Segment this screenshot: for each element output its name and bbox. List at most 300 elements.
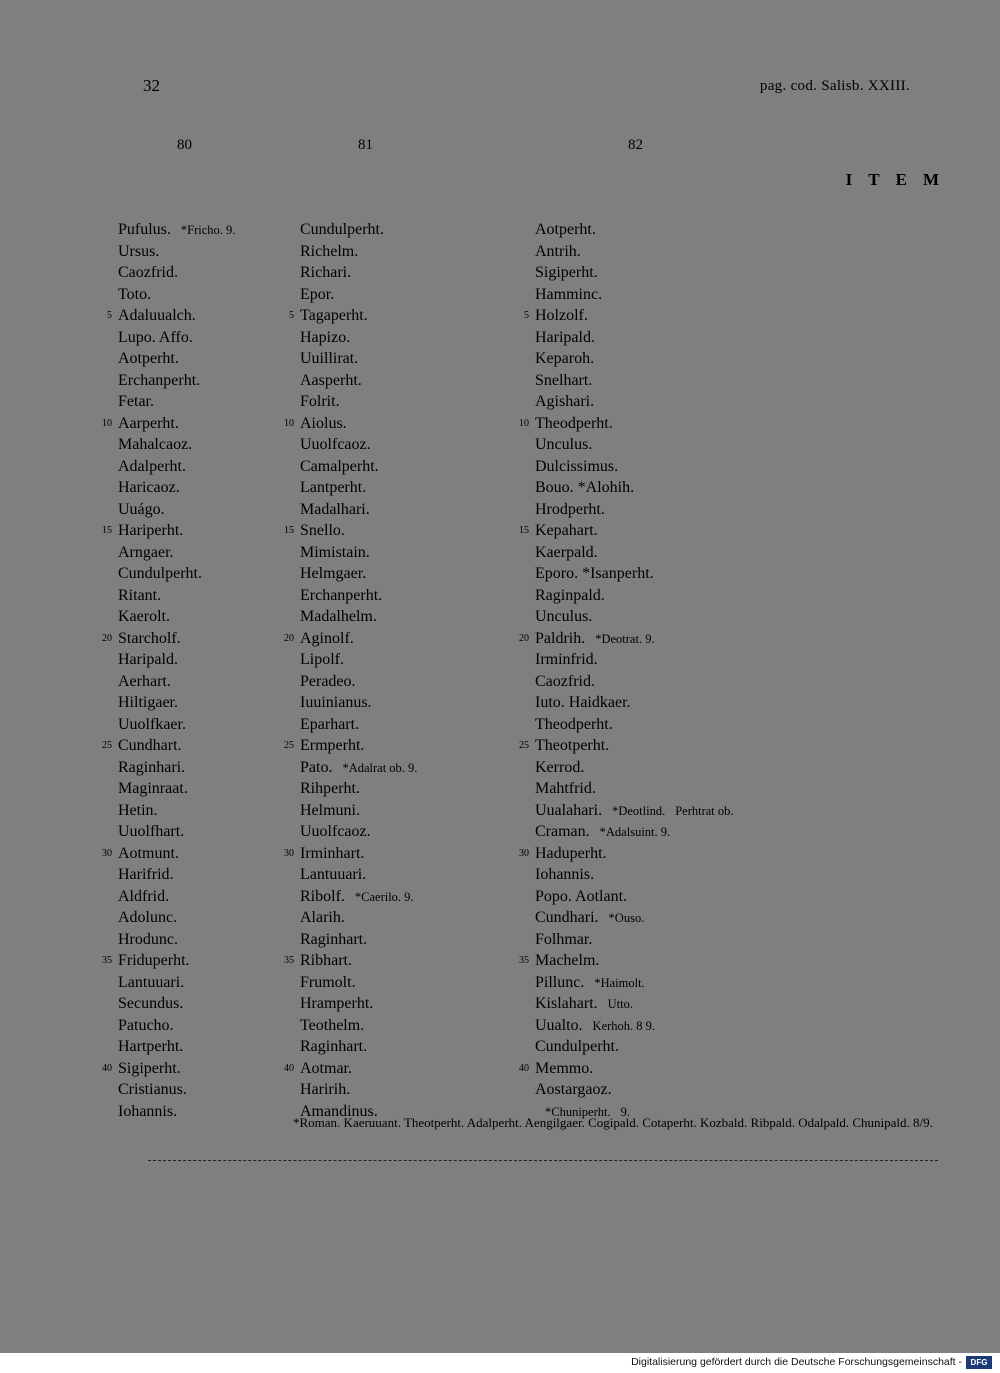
name-entry [118,800,235,822]
entry-name: Irminhart. [300,844,365,862]
name-entry [118,1015,235,1037]
entry-name: Keparoh. [535,350,595,367]
entry-name: Haduperht. [535,844,607,862]
entry-annotation: *Haimolt. [594,975,645,990]
name-entry [535,907,734,929]
name-entry [118,563,235,585]
entry-name: Paldrih. [535,629,586,647]
entry-name: Ursus. [118,242,160,260]
digitization-footer [0,1353,1000,1373]
name-entry [300,671,417,693]
line-number: 40 [284,1062,294,1074]
name-entry [300,219,417,241]
name-entry [535,499,734,521]
entry-name: Cristianus. [118,1081,187,1098]
entry-annotation: *Deotlind. [612,803,666,818]
name-entry [535,370,734,392]
line-number: 15 [284,525,294,536]
entry-annotation: Utto. [607,997,634,1011]
name-entry [284,950,417,972]
entry-name: Kerrod. [535,758,585,776]
line-number: 30 [102,847,112,859]
name-entry [535,800,734,822]
entry-name: Friduperht. [118,952,190,969]
name-entry [535,821,734,843]
name-entry [300,434,417,456]
column-number-80: 80 [177,137,192,153]
name-entry [535,585,734,607]
entry-name: Uualto. [535,1016,583,1034]
name-entry [102,1058,235,1080]
entry-name: Uuolfcaoz. [300,436,371,453]
name-entry [535,606,734,628]
name-entry [300,391,417,413]
entry-name: Unculus. [535,436,593,453]
line-number: 5 [107,310,112,321]
name-entry [118,714,235,736]
entry-name: Popo. Aotlant. [535,887,628,905]
entry-name: Hartperht. [118,1038,184,1055]
name-entry [300,499,417,521]
name-entry [118,972,235,994]
entry-name: Ribolf. [300,887,345,905]
name-entry [535,456,734,478]
entry-name: Hrodunc. [118,930,178,948]
entry-name: Eparhart. [300,715,360,733]
name-entry [300,241,417,263]
line-number: 10 [519,417,529,429]
name-entry [118,370,235,392]
line-number: 5 [524,310,529,321]
entry-name: Peradeo. [300,672,356,690]
name-entry [300,800,417,822]
name-entry [118,456,235,478]
name-entry [535,649,734,671]
entry-name: Hamminc. [535,285,603,303]
line-number: 35 [284,955,294,966]
entry-name: Uuolfkaer. [118,715,186,733]
name-entry [300,284,417,306]
name-entry [118,585,235,607]
line-number: 10 [284,417,294,429]
name-entry [300,757,417,779]
entry-annotation: *Fricho. 9. [180,223,236,237]
name-entry [535,972,734,994]
name-entry [300,972,417,994]
entry-name: Haripald. [118,651,178,668]
entry-annotation: *Chuniperht. [545,1104,611,1119]
entry-name: Uuolfhart. [118,823,185,840]
entry-name: Richelm. [300,242,359,260]
name-entry [118,327,235,349]
name-entry [102,950,235,972]
entry-name: Raginhart. [300,1038,368,1055]
entry-name: Bouo. *Alohih. [535,479,635,496]
name-entry [300,907,417,929]
name-entry [300,886,417,908]
line-number: 35 [519,955,529,966]
entry-name: Lantuuari. [300,866,367,883]
entry-name: Rihperht. [300,780,360,797]
name-entry [300,864,417,886]
name-entry [118,1101,235,1123]
entry-name: Folhmar. [535,930,593,948]
line-number: 20 [102,632,112,644]
name-entry [535,348,734,370]
entry-name: Patucho. [118,1016,174,1034]
name-entry [289,305,417,327]
entry-name: Machelm. [535,952,600,969]
entry-name: Unculus. [535,608,593,625]
entry-name: Alarih. [300,909,345,926]
entry-name: Ermperht. [300,737,365,754]
name-entry [118,1079,235,1101]
name-entry [300,993,417,1015]
entry-name: Lupo. Affo. [118,328,193,346]
name-entry [535,671,734,693]
entry-name: Iuto. Haidkaer. [535,694,631,711]
entry-annotation: *Ouso. [608,911,645,925]
name-entry [284,520,417,542]
name-entry [118,864,235,886]
entry-name: Antrih. [535,242,581,260]
entry-annotation: *Adalrat ob. 9. [342,760,418,775]
entry-name: Caozfrid. [535,672,595,690]
entry-name: Iuuinianus. [300,694,372,711]
entry-annotation: *Deotrat. 9. [595,631,655,646]
name-entry [300,692,417,714]
entry-name: Madalhari. [300,500,370,518]
name-entry [300,1015,417,1037]
name-entry [118,241,235,263]
entry-name: Craman. [535,823,590,840]
entry-name: Aotperht. [535,221,596,238]
line-number: 25 [284,740,294,751]
name-entry [284,628,417,650]
entry-name: Pufulus. [118,221,171,238]
entry-name: Camalperht. [300,457,379,475]
name-entry [535,757,734,779]
entry-name: Raginpald. [535,586,605,604]
entry-name: Aiolus. [300,414,347,432]
entry-name: Secundus. [118,995,184,1012]
name-entry [300,929,417,951]
entry-name: Aasperht. [300,371,362,389]
entry-name: Aginolf. [300,629,354,647]
entry-name: Sigiperht. [118,1059,181,1077]
name-entry [300,563,417,585]
name-entry [102,628,235,650]
bottom-rule [148,1160,938,1162]
footnote: *Roman. Kaeruuant. Theotperht. Adalperht. Aengilgaer. Cogipald. Cotaperht. Kozbald. Ribpald. Odalpald. Chunipald. 8/9. [293,1115,933,1130]
entry-name: Epor. [300,285,335,303]
entry-name: Snello. [300,522,345,539]
entry-name: Kislahart. [535,995,598,1012]
entry-name: Cundulperht. [118,565,202,582]
line-number: 25 [519,740,529,751]
entry-name: Adaluualch. [118,307,196,324]
entry-annotation: *Adalsuint. 9. [599,825,671,839]
line-number: 40 [102,1062,112,1074]
line-number: 35 [102,955,112,966]
entry-name: Helmuni. [300,801,360,819]
name-entry [118,542,235,564]
name-entry [535,327,734,349]
name-entry [300,370,417,392]
entry-name: Mimistain. [300,543,370,561]
entry-name: Snelhart. [535,371,593,389]
entry-name: Eporo. *Isanperht. [535,565,654,582]
name-entry [118,1036,235,1058]
name-entry [118,262,235,284]
name-entry [535,262,734,284]
name-entry [300,456,417,478]
name-entry [102,413,235,435]
entry-name: Iohannis. [535,866,595,883]
entry-name: Cundhart. [118,737,182,754]
page-number: 32 [143,76,160,95]
entry-name: Tagaperht. [300,307,368,324]
name-entry [535,284,734,306]
name-entry [535,886,734,908]
name-entry [300,606,417,628]
entry-name: Hetin. [118,801,158,819]
entry-name: Lipolf. [300,651,344,668]
name-entry [300,714,417,736]
name-entry [519,628,734,650]
name-entry [102,520,235,542]
entry-name: Aotperht. [118,350,179,367]
entry-name: Frumolt. [300,973,356,991]
entry-name: Aarperht. [118,414,179,432]
entry-name: Fetar. [118,393,154,410]
entry-name: Erchanperht. [118,371,201,389]
name-entry [102,843,235,865]
entry-name: Kepahart. [535,522,598,539]
name-entry [535,391,734,413]
entry-name: Sigiperht. [535,264,598,281]
entry-name: Lantuuari. [118,973,185,991]
entry-name: Iohannis. [118,1102,178,1120]
line-number: 10 [102,417,112,429]
name-entry [300,585,417,607]
name-entry [519,413,734,435]
entry-name: Aldfrid. [118,887,170,905]
entry-name: Folrit. [300,393,340,410]
name-entry [519,520,734,542]
entry-name: Hramperht. [300,995,374,1012]
name-entry [118,907,235,929]
name-column-81 [284,219,418,1122]
entry-name: Haricaoz. [118,479,180,496]
line-number: 15 [102,525,112,536]
name-entry [300,542,417,564]
entry-name: Memmo. [535,1059,594,1077]
line-number: 20 [519,632,529,644]
entry-name: Mahtfrid. [535,780,596,797]
name-entry [535,219,734,241]
line-number: 40 [519,1062,529,1074]
name-entry [535,714,734,736]
line-number: 25 [102,740,112,751]
entry-name: Helmgaer. [300,565,367,582]
entry-annotation-secondary: 9. [620,1104,630,1119]
line-number: 15 [519,525,529,536]
funding-credit: Digitalisierung gefördert durch die Deutsche Forschungsgemeinschaft - [631,1356,962,1368]
name-entry [284,735,417,757]
entry-name: Theodperht. [535,414,613,432]
name-entry [535,692,734,714]
name-entry [118,477,235,499]
entry-name: Ritant. [118,586,162,604]
running-header: pag. cod. Salisb. XXIII. [759,78,910,94]
name-entry [535,1015,734,1037]
name-entry [118,757,235,779]
name-entry [535,864,734,886]
entry-name: Madalhelm. [300,608,377,625]
entry-name: Theotperht. [535,737,610,754]
name-entry [118,692,235,714]
name-entry [118,886,235,908]
entry-name: Kaerpald. [535,543,598,561]
name-entry [535,563,734,585]
line-number: 5 [289,310,294,321]
name-entry [118,219,235,241]
entry-name: Aostargaoz. [535,1081,612,1098]
entry-name: Richari. [300,264,352,281]
name-entry [300,821,417,843]
entry-name: Harifrid. [118,866,174,883]
entry-name: Hariperht. [118,522,184,539]
name-entry [118,649,235,671]
entry-name: Raginhart. [300,930,368,948]
entry-name: Arngaer. [118,543,174,561]
entry-name: Hapizo. [300,328,351,346]
entry-name: Aerhart. [118,672,171,690]
entry-name: Pato. [300,758,333,776]
name-entry [102,735,235,757]
entry-name: Uuolfcaoz. [300,823,371,840]
name-entry [524,305,734,327]
entry-name: Uuágo. [118,500,165,518]
entry-name: Uuillirat. [300,350,359,367]
name-entry [519,843,734,865]
name-entry [519,1058,734,1080]
name-entry [300,778,417,800]
name-entry [284,413,417,435]
name-entry [118,821,235,843]
name-entry [118,499,235,521]
entry-name: Haripald. [535,328,595,346]
entry-name: Cundulperht. [535,1038,619,1055]
name-entry [118,929,235,951]
entry-name: Teothelm. [300,1016,365,1034]
entry-name: Erchanperht. [300,586,383,604]
line-number: 30 [519,847,529,859]
entry-name: Toto. [118,285,152,303]
entry-name: Cundulperht. [300,221,384,238]
name-entry [300,327,417,349]
name-entry [535,477,734,499]
entry-name: Mahalcaoz. [118,436,193,453]
column-number-82: 82 [628,137,643,153]
name-column-82 [519,219,734,1122]
name-entry [118,391,235,413]
entry-name: Theodperht. [535,715,613,733]
entry-name: Caozfrid. [118,264,178,281]
name-entry [535,993,734,1015]
line-number: 20 [284,632,294,644]
name-entry [300,1036,417,1058]
name-entry [300,348,417,370]
name-entry [300,649,417,671]
entry-name: Irminfrid. [535,651,598,668]
entry-name: Agishari. [535,393,595,410]
entry-name: Amandinus. [300,1102,378,1120]
name-column-80 [102,219,236,1122]
name-entry [118,284,235,306]
name-entry [535,1036,734,1058]
name-entry [300,1079,417,1101]
name-entry [118,348,235,370]
name-entry [118,671,235,693]
entry-annotation-secondary: Perhtrat ob. [675,803,734,818]
entry-name: Aotmunt. [118,844,179,862]
entry-name: Holzolf. [535,307,588,324]
entry-name: Raginhari. [118,758,186,776]
name-entry [284,1058,417,1080]
name-entry [107,305,235,327]
entry-name: Kaerolt. [118,608,170,625]
dfg-logo[interactable]: DFG [966,1356,992,1369]
entry-name: Pillunc. [535,973,585,991]
entry-annotation: Kerhoh. 8 9. [592,1018,656,1033]
name-entry [519,950,734,972]
entry-name: Uualahari. [535,801,603,819]
entry-name: Haririh. [300,1081,351,1098]
name-entry [535,778,734,800]
name-entry [535,542,734,564]
name-entry [118,606,235,628]
name-entry [118,778,235,800]
name-entry [118,434,235,456]
entry-name: Hrodperht. [535,500,605,518]
entry-name: Cundhari. [535,909,599,926]
entry-name: Dulcissimus. [535,457,619,475]
name-entry [519,735,734,757]
entry-name: Aotmar. [300,1059,352,1077]
name-entry [300,262,417,284]
entry-name: Starcholf. [118,629,181,647]
entry-name: Ribhart. [300,952,352,969]
name-entry [118,993,235,1015]
name-entry [535,1079,734,1101]
name-entry [535,241,734,263]
name-entry [535,929,734,951]
entry-name: Adalperht. [118,457,186,475]
section-heading: ITEM [845,170,955,189]
line-number: 30 [284,847,294,859]
name-entry [300,477,417,499]
entry-annotation: *Caerilo. 9. [354,889,414,904]
entry-name: Lantperht. [300,479,367,496]
column-number-81: 81 [358,137,373,153]
entry-name: Adolunc. [118,909,178,926]
name-entry [535,434,734,456]
entry-name: Maginraat. [118,780,188,797]
name-entry [284,843,417,865]
entry-name: Hiltigaer. [118,694,178,711]
